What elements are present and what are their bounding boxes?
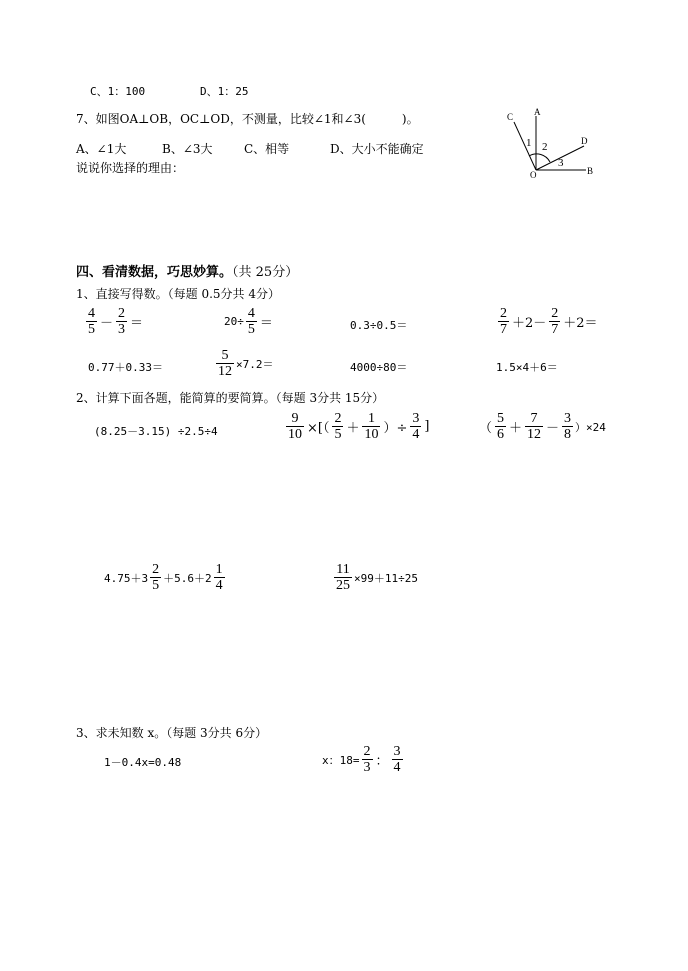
label-a: A bbox=[534, 107, 541, 117]
p3-expr-2: x：18= $\frac{2}{3}$ ： $\frac{3}{4}$ bbox=[322, 744, 401, 775]
p1-expr-6: $\frac{5}{12}$ ×7.2＝ bbox=[218, 348, 274, 379]
p3-title: 3、求未知数 x。（每题 3分共 6分） bbox=[76, 726, 268, 740]
p1-expr-5: 0.77＋0.33＝ bbox=[88, 361, 163, 374]
p3-expr-1: 1－0.4x=0.48 bbox=[104, 756, 182, 769]
label-d: D bbox=[581, 136, 588, 146]
ray-oc bbox=[514, 122, 536, 170]
q7-reason: 说说你选择的理由： bbox=[76, 161, 185, 175]
label-b: B bbox=[587, 166, 594, 176]
q7-option-b: B、∠3大 bbox=[162, 142, 213, 156]
p2-expr-2: $\frac{9}{10}$ ×[（ $\frac{2}{5}$ ＋ $\frac{1}{10}$ ）÷ $\frac{3}{4}$ ] bbox=[288, 411, 430, 442]
p2-expr-5: $\frac{11}{25}$ ×99＋11÷25 bbox=[336, 562, 418, 593]
p1-expr-8: 1.5×4＋6＝ bbox=[496, 361, 558, 374]
q7-option-c: C、相等 bbox=[244, 142, 290, 156]
angle-figure bbox=[500, 104, 610, 182]
p1-expr-4: $\frac{2}{7}$ ＋2－ $\frac{2}{7}$ ＋2＝ bbox=[500, 306, 598, 337]
q7-option-d: D、大小不能确定 bbox=[330, 142, 424, 156]
p2-expr-4: 4.75＋3 $\frac{2}{5}$ ＋5.6＋2 $\frac{1}{4}$ bbox=[104, 562, 223, 593]
q7-option-a: A、∠1大 bbox=[76, 142, 127, 156]
label-c: C bbox=[507, 112, 514, 122]
p1-expr-1: $\frac{4}{5}$ － $\frac{2}{3}$ ＝ bbox=[88, 306, 144, 337]
p1-expr-3: 0.3÷0.5＝ bbox=[350, 319, 408, 332]
p1-expr-7: 4000÷80＝ bbox=[350, 361, 408, 374]
p2-expr-1: (8.25－3.15) ÷2.5÷4 bbox=[94, 425, 218, 438]
p1-expr-2: 20÷ $\frac{4}{5}$ ＝ bbox=[224, 306, 273, 337]
label-o: O bbox=[530, 170, 537, 180]
p2-title: 2、计算下面各题，能简算的要简算。（每题 3分共 15分） bbox=[76, 391, 385, 405]
label-angle-3: 3 bbox=[558, 157, 564, 169]
p2-expr-3: （ $\frac{5}{6}$ ＋ $\frac{7}{12}$ － $\frac{3}{8}$ ）×24 bbox=[479, 411, 606, 442]
option-d: D、1：25 bbox=[200, 85, 249, 98]
q7-stem: 7、如图OA⊥OB，OC⊥OD，不测量，比较∠1和∠3( )。 bbox=[76, 112, 419, 126]
section4-points: （共 25分） bbox=[232, 265, 299, 280]
p1-title: 1、直接写得数。（每题 0.5分共 4分） bbox=[76, 287, 280, 301]
section4-heading bbox=[76, 266, 298, 279]
section4-title: 四、看清数据，巧思妙算。 bbox=[76, 265, 233, 280]
label-angle-2: 2 bbox=[542, 141, 548, 153]
label-angle-1: 1 bbox=[526, 137, 532, 149]
option-c: C、1：100 bbox=[90, 85, 146, 98]
